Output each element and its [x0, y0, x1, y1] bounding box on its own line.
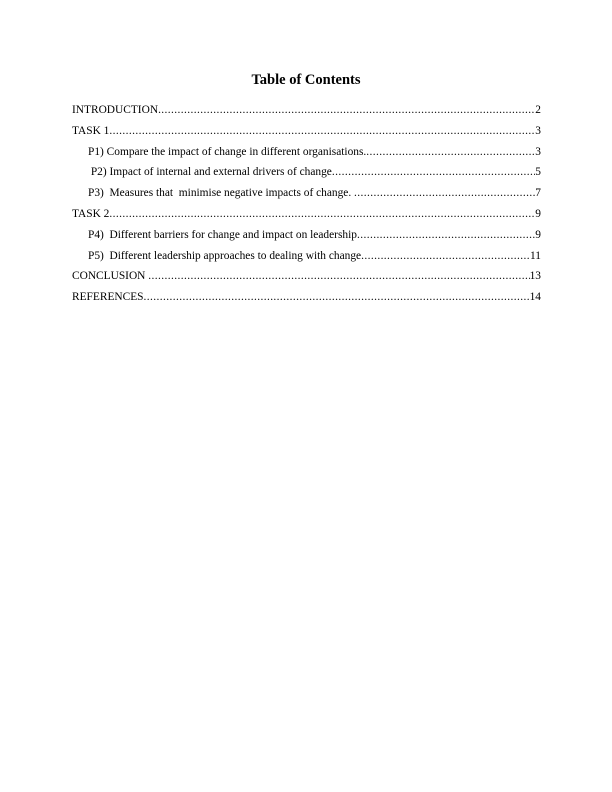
toc-entry-label: P5) Different leadership approaches to dealing with change — [88, 249, 362, 262]
toc-entry-task-1[interactable] — [72, 121, 541, 142]
toc-entry-page-number: 13 — [529, 270, 541, 283]
toc-entry-page-number: 9 — [535, 228, 541, 241]
toc-entry-label: P4) Different barriers for change and impact on leadership — [88, 228, 357, 241]
toc-entry-label: REFERENCES — [72, 291, 144, 304]
toc-dot-leader — [366, 142, 535, 163]
toc-entry-references[interactable] — [72, 287, 541, 308]
toc-entry-label: CONCLUSION — [72, 270, 149, 283]
toc-title: Table of Contents — [251, 72, 361, 88]
toc-dot-leader — [361, 246, 530, 267]
toc-entry-p3[interactable] — [72, 183, 541, 204]
toc-dot-leader — [144, 287, 530, 308]
toc-entry-label: INTRODUCTION — [72, 104, 159, 116]
toc-entry-page-number: 7 — [535, 187, 541, 200]
toc-entry-page-number: 3 — [535, 124, 541, 137]
toc-entry-label: TASK 2 — [72, 207, 110, 220]
toc-entry-page-number: 9 — [535, 207, 541, 220]
toc-entry-page-number: 5 — [535, 166, 541, 179]
toc-entry-page-number: 2 — [535, 104, 541, 116]
toc-entry-page-number: 11 — [530, 249, 541, 262]
toc-entry-p1[interactable] — [72, 142, 541, 163]
toc-entry-label: P1) Compare the impact of change in different organisations. — [88, 145, 367, 158]
toc-dot-leader — [109, 204, 535, 225]
toc-entry-label: P2) Impact of internal and external drivers of change — [88, 166, 332, 179]
toc-dot-leader — [332, 162, 535, 183]
toc-entry-introduction[interactable] — [72, 100, 541, 121]
toc-dot-leader — [357, 225, 535, 246]
toc-dot-leader — [109, 121, 535, 142]
toc-entry-p2[interactable] — [72, 162, 541, 183]
toc-entry-label: P3) Measures that minimise negative impacts of change. — [88, 187, 355, 200]
toc-entry-p5[interactable] — [72, 246, 541, 267]
toc-entry-p4[interactable] — [72, 225, 541, 246]
toc-list — [72, 100, 541, 308]
toc-entry-page-number: 3 — [535, 145, 541, 158]
toc-dot-leader — [158, 100, 535, 121]
toc-entry-task-2[interactable] — [72, 204, 541, 225]
toc-entry-conclusion[interactable] — [72, 266, 541, 287]
toc-entry-label: TASK 1 — [72, 124, 110, 137]
toc-entry-page-number: 14 — [529, 291, 541, 304]
toc-dot-leader — [148, 266, 529, 287]
toc-dot-leader — [354, 183, 535, 204]
